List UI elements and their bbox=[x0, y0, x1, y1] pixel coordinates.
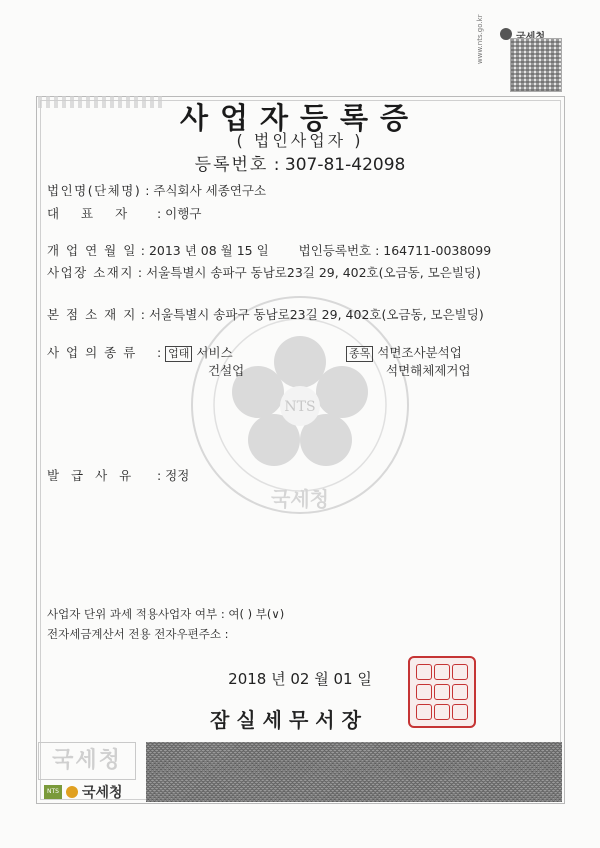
unit-tax-value: 여( ) 부(∨) bbox=[228, 607, 285, 621]
open-date-row: 개 업 연 월 일 : 2013 년 08 월 15 일 법인등록번호 : 164711-0038099 bbox=[47, 243, 492, 258]
tax-office-name: 잠실세무서장 bbox=[210, 708, 368, 732]
registration-number-sep: : bbox=[273, 155, 285, 175]
item-tag: 종목 bbox=[346, 346, 373, 362]
representative-value: 이행구 bbox=[165, 206, 202, 221]
hq-address-value: 서울특별시 송파구 동남로23길 29, 402호(오금동, 모은빌딩) bbox=[148, 307, 484, 322]
item-2-row bbox=[386, 361, 471, 379]
nts-emblem-watermark bbox=[185, 290, 415, 520]
issue-reason-value: 정정 bbox=[165, 468, 190, 483]
open-date-label: 개 업 연 월 일 bbox=[47, 243, 137, 258]
item-1: 석면조사분석업 bbox=[377, 345, 462, 360]
nts-logo-name: 국세청 bbox=[82, 785, 123, 801]
security-pattern bbox=[146, 742, 562, 802]
flower-icon bbox=[66, 786, 78, 798]
qr-url: www.nts.go.kr bbox=[476, 14, 484, 64]
registration-number-label: 등록번호 bbox=[194, 155, 269, 175]
hq-address-row: 본 점 소 재 지 : 서울특별시 송파구 동남로23길 29, 402호(오금동, 모은빌딩) bbox=[47, 307, 484, 322]
type-tag: 업태 bbox=[165, 346, 192, 362]
item-2: 석면해체제거업 bbox=[386, 363, 471, 378]
corp-reg-label: 법인등록번호 bbox=[298, 243, 372, 258]
svg-text:NTS: NTS bbox=[284, 399, 316, 415]
document-title: 사업자등록증 bbox=[179, 101, 421, 135]
ghost-stamp: 국세청 bbox=[38, 742, 136, 780]
biz-type-label: 사 업 의 종 류 bbox=[47, 345, 137, 360]
unit-tax-row: 사업자 단위 과세 적용사업자 여부 : 여( ) 부(∨) bbox=[47, 607, 285, 621]
corp-name-label: 법인명(단체명) bbox=[47, 183, 142, 198]
item-row bbox=[346, 343, 462, 362]
registration-number-value: 307-81-42098 bbox=[284, 155, 406, 175]
email-row: 전자세금계산서 전용 전자우편주소 : bbox=[47, 627, 229, 641]
corp-name-value: 주식회사 세종연구소 bbox=[153, 183, 267, 198]
nts-logo bbox=[44, 782, 123, 802]
nts-badge: NTS bbox=[44, 785, 62, 799]
issue-date: 2018 년 02 월 01 일 bbox=[228, 670, 372, 688]
corp-name-row: 법인명(단체명) : 주식회사 세종연구소 bbox=[47, 183, 267, 198]
issue-reason-row: 발 급 사 유 : 정정 bbox=[47, 468, 190, 483]
document-subtitle: ( 법인사업자 ) bbox=[236, 131, 364, 150]
unit-tax-label: 사업자 단위 과세 적용사업자 여부 bbox=[47, 607, 218, 621]
hq-address-label: 본 점 소 재 지 bbox=[47, 307, 137, 322]
representative-row: 대 표 자 : 이행구 bbox=[47, 206, 202, 221]
email-label: 전자세금계산서 전용 전자우편주소 bbox=[47, 627, 221, 641]
biz-address-value: 서울특별시 송파구 동남로23길 29, 402호(오금동, 모은빌딩) bbox=[146, 265, 481, 280]
open-date-value: 2013 년 08 월 15 일 bbox=[148, 243, 269, 258]
official-seal bbox=[408, 656, 476, 728]
corp-reg-value: 164711-0038099 bbox=[383, 243, 492, 258]
biz-address-label: 사업장 소재지 bbox=[47, 265, 134, 280]
issue-reason-label: 발 급 사 유 bbox=[47, 468, 136, 483]
registration-number bbox=[0, 150, 600, 175]
qr-code bbox=[510, 38, 562, 92]
type-1: 서비스 bbox=[196, 345, 233, 360]
type-2: 건설업 bbox=[208, 363, 245, 378]
biz-address-row: 사업장 소재지 : 서울특별시 송파구 동남로23길 29, 402호(오금동, 모은빌딩) bbox=[47, 265, 481, 280]
biz-type-row: 사 업 의 종 류 : 업태 서비스 bbox=[47, 345, 233, 360]
type-2-row bbox=[208, 361, 244, 379]
svg-text:국세청: 국세청 bbox=[271, 487, 329, 511]
representative-label: 대 표 자 bbox=[47, 206, 137, 221]
